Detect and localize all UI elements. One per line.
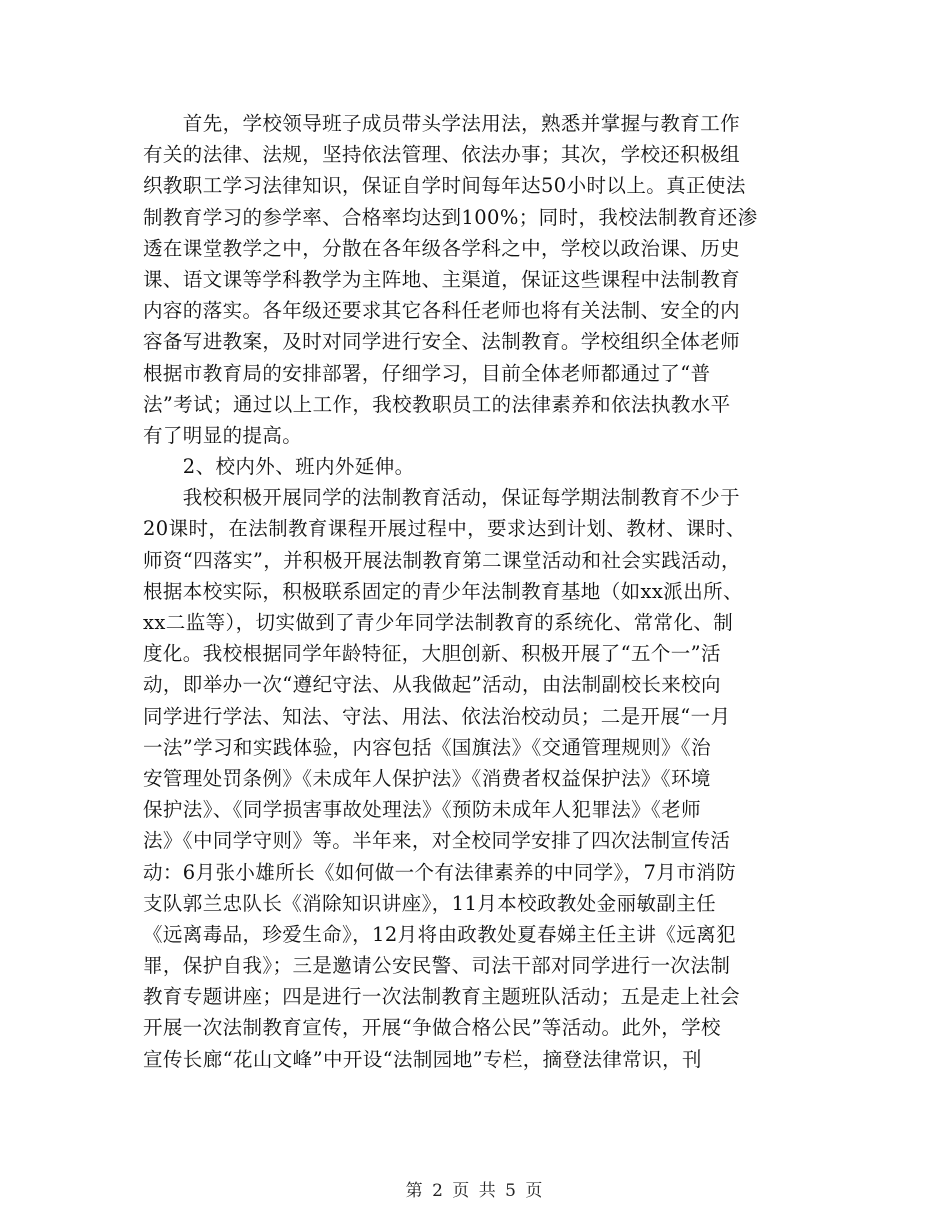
text-line: 透在课堂教学之中，分散在各年级各学科之中，学校以政治课、历史 <box>143 236 741 260</box>
section-heading: 2、校内外、班内外延伸。 <box>143 455 415 479</box>
text-line: 首先，学校领导班子成员带头学法用法，熟悉并掌握与教育工作 <box>143 112 741 135</box>
text-line: 宣传长廊“花山文峰”中开设“法制园地”专栏，摘登法律常识，刊 <box>143 1047 702 1071</box>
text-line: 法”考试；通过以上工作，我校教职员工的法律素养和依法执教水平 <box>143 392 731 416</box>
text-line: 同学进行学法、知法、守法、用法、依法治校动员；二是开展“一月 <box>143 704 731 728</box>
text-line: 师资“四落实”，并积极开展法制教育第二课堂活动和社会实践活动， <box>143 548 741 572</box>
text-line: 法》《中同学守则》等。半年来，对全校同学安排了四次法制宣传活 <box>143 829 731 853</box>
text-line: 制教育学习的参学率、合格率均达到100%；同时，我校法制教育还渗 <box>143 205 758 229</box>
page-number-footer: 第 2 页 共 5 页 <box>405 1181 545 1201</box>
text-line: 有了明显的提高。 <box>143 423 303 447</box>
text-line: 我校积极开展同学的法制教育活动，保证每学期法制教育不少于 <box>143 486 741 510</box>
text-line: 度化。我校根据同学年龄特征，大胆创新、积极开展了“五个一”活 <box>143 642 721 666</box>
text-line: 开展一次法制教育宣传，开展“争做合格公民”等活动。此外，学校 <box>143 1016 721 1040</box>
text-line: 《远离毒品，珍爱生命》，12月将由政教处夏春娣主任主讲《远离犯 <box>143 922 736 946</box>
text-line: xx二监等），切实做到了青少年同学法制教育的系统化、常常化、制 <box>143 611 734 634</box>
text-line: 一法”学习和实践体验，内容包括《国旗法》《交通管理规则》《治 <box>143 735 711 759</box>
text-line: 安管理处罚条例》《未成年人保护法》《消费者权益保护法》《环境 <box>143 766 711 790</box>
document-body <box>143 108 803 1075</box>
text-line: 教育专题讲座；四是进行一次法制教育主题班队活动；五是走上社会 <box>143 985 741 1009</box>
text-line: 内容的落实。各年级还要求其它各科任老师也将有关法制、安全的内 <box>143 299 741 323</box>
text-line: 支队郭兰忠队长《消除知识讲座》，11月本校政教处金丽敏副主任 <box>143 891 717 915</box>
text-line: 动：6月张小雄所长《如何做一个有法律素养的中同学》，7月市消防 <box>143 860 736 884</box>
text-line: 保护法》、《同学损害事故处理法》《预防未成年人犯罪法》《老师 <box>143 798 702 822</box>
text-line: 根据本校实际，积极联系固定的青少年法制教育基地（如xx派出所、 <box>143 579 743 603</box>
text-line: 织教职工学习法律知识，保证自学时间每年达50小时以上。真正使法 <box>143 174 746 198</box>
text-line: 课、语文课等学科教学为主阵地、主渠道，保证这些课程中法制教育 <box>143 267 741 291</box>
text-line: 容备写进教案，及时对同学进行安全、法制教育。学校组织全体老师 <box>143 330 741 354</box>
text-line: 20课时，在法制教育课程开展过程中，要求达到计划、教材、课时、 <box>143 517 746 541</box>
text-line: 有关的法律、法规，坚持依法管理、依法办事；其次，学校还积极组 <box>143 143 741 167</box>
text-line: 动，即举办一次“遵纪守法、从我做起”活动，由法制副校长来校向 <box>143 673 721 697</box>
text-line: 罪，保护自我》；三是邀请公安民警、司法干部对同学进行一次法制 <box>143 954 731 978</box>
text-line: 根据市教育局的安排部署，仔细学习，目前全体老师都通过了“普 <box>143 361 711 385</box>
